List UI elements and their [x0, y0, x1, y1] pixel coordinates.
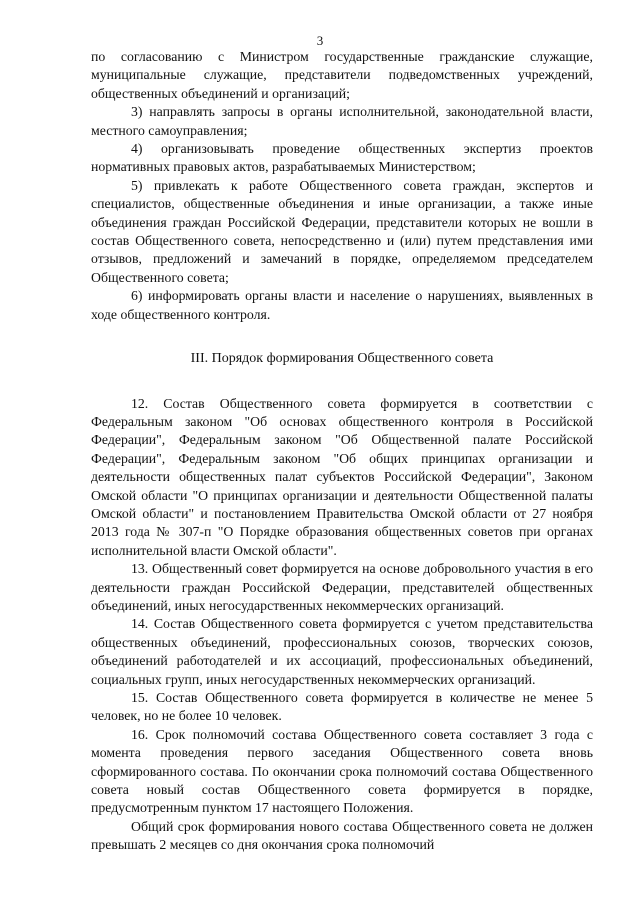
paragraph-formation-term: Общий срок формирования нового состава Общественного совета не должен превышать 2 месяцев со дня окончания срока полномочий	[91, 818, 593, 853]
clause-16: 16. Срок полномочий состава Общественного совета составляет 3 года с момента проведения первого заседания Общественного совета вновь сформированного состава. По окончании срока полномочий состава Общественного совета новый состав Общественного совета формируется в порядке, предусмотренным пунктом 17 настоящего Положения.	[91, 726, 593, 816]
list-item-5: 5) привлекать к работе Общественного совета граждан, экспертов и специалистов, общественные объединения и иные организации, а также иные объединения граждан Российской Федерации, представители которых не вошли в состав Общественного совета, непосредственно и (или) путем представления ими отзывов, предложений и замечаний в порядке, определяемом председателем Общественного совета;	[91, 177, 593, 285]
clause-12: 12. Состав Общественного совета формируется в соответствии с Федеральным законом "Об основах общественного контроля в Российской Федерации", Федеральным законом "Об Общественной палате Российской Федерации", Федеральным законом "Об общих принципах организации и деятельности общественных палат субъектов Российской Федерации", Законом Омской области "О принципах организации и деятельности Общественной палаты Омской области" и постановлением Правительства Омской области от 27 ноября 2013 года № 307-п "О Порядке образования общественных советов при органах исполнительной власти Омской области".	[91, 395, 593, 558]
section-heading: III. Порядок формирования Общественного совета	[190, 351, 494, 367]
clause-15: 15. Состав Общественного совета формируется в количестве не менее 5 человек, но не более 10 человек.	[91, 690, 593, 724]
list-item-3: 3) направлять запросы в органы исполнительной, законодательной власти, местного самоуправления;	[91, 104, 593, 138]
list-item-4: 4) организовывать проведение общественных экспертиз проектов нормативных правовых актов, разрабатываемых Министерством;	[91, 141, 593, 175]
paragraph-continuation: по согласованию с Министром государственные гражданские служащие, муниципальные служащие, представители подведомственных учреждений, общественных объединений и организаций;	[91, 49, 593, 101]
page-number: 3	[316, 33, 324, 48]
clause-14: 14. Состав Общественного совета формируется с учетом представительства общественных объединений, профессиональных союзов, творческих союзов, объединений работодателей и их ассоциаций, профессиональных объединений, социальных групп, иных негосударственных некоммерческих организаций.	[91, 616, 593, 687]
clause-13: 13. Общественный совет формируется на основе добровольного участия в его деятельности граждан Российской Федерации, представителей общественных объединений, иных негосударственных некоммерческих организаций.	[91, 561, 593, 613]
document-body	[91, 48, 593, 855]
list-item-6: 6) информировать органы власти и население о нарушениях, выявленных в ходе общественного контроля.	[91, 288, 593, 322]
